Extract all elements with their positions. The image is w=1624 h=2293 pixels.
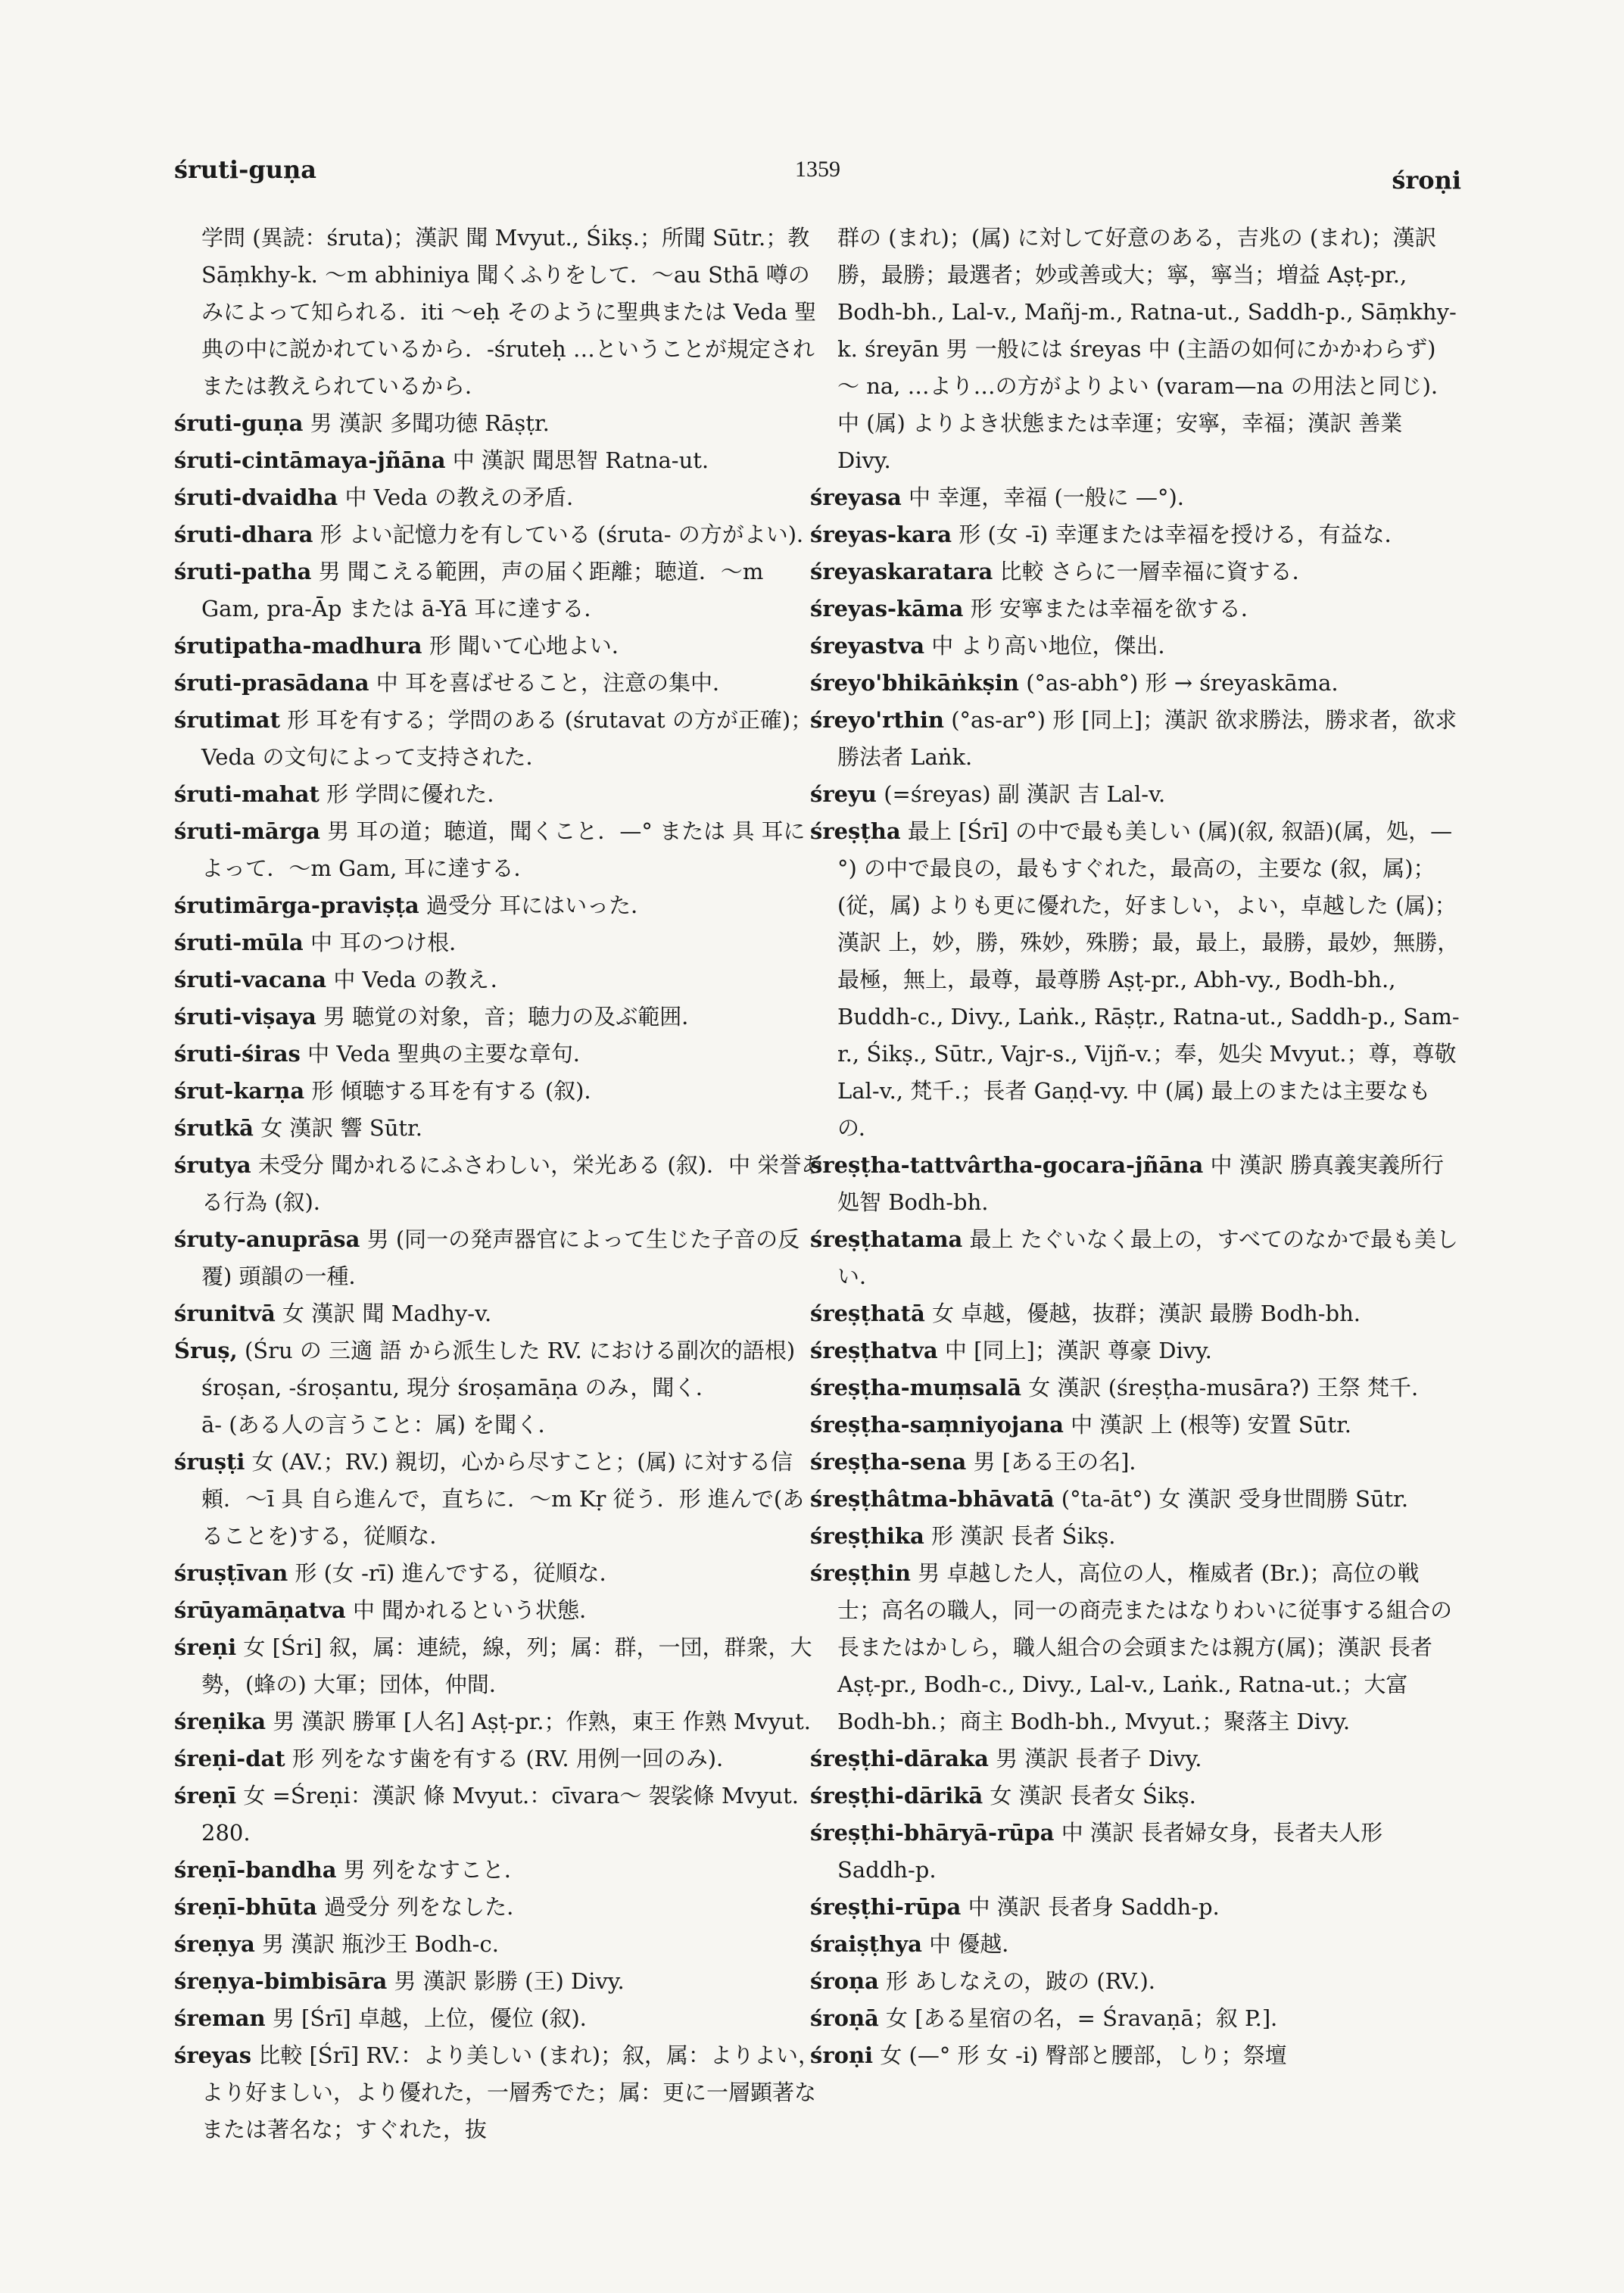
- entry-definition: 女 [Śri] 叙，属：連続，線，列；属：群，一団，群衆，大勢，(蜂の) 大軍；団体，仲間．: [201, 1634, 812, 1697]
- entry-headword: śreyaskaratara: [810, 559, 993, 584]
- entry-definition: 学問 (異読：śruta)；漢訳 聞 Mvyut., Śikṣ.；所聞 Sūtr.；教 Sāṃkhy-k. ～m abhiniya 聞くふりをして．～au Sthā 噂のみによって知られる．iti ～eḥ そのように聖典または Veda 聖典の中に説かれているから．-śruteḥ …ということが規定されまたは教えられているから．: [201, 225, 817, 399]
- entry-headword: śreyo'bhikāṅkṣin: [810, 670, 1019, 696]
- entry-definition: 男 耳の道；聴道，聞くこと．—° または 具 耳によって．～m Gam, 耳に達する．: [201, 818, 806, 881]
- dictionary-entry: [174, 220, 825, 405]
- entry-headword: śreṣṭha-saṃniyojana: [810, 1412, 1064, 1438]
- entry-headword: śreṣṭhatva: [810, 1338, 938, 1363]
- entry-headword: śreṇya-bimbisāra: [174, 1968, 388, 1994]
- dictionary-entry: [810, 1332, 1461, 1369]
- entry-definition: 男 卓越した人，高位の人，権威者 (Br.)；高位の戦士；高名の職人，同一の商売またはなりわいに従事する組合の長またはかしら，職人組合の会頭または親方(属)；漢訳 長者 Aṣṭ-pr., Bodh-c., Divy., Lal-v., Laṅk., Ratna-ut.；大富 Bodh-bh.；商主 Bodh-bh., Mvyut.；聚落主 Divy.: [837, 1560, 1453, 1734]
- entry-headword: śruti-dhara: [174, 522, 313, 547]
- entry-definition: 中 Veda 聖典の主要な章句．: [307, 1041, 595, 1067]
- dictionary-entry: [810, 776, 1461, 813]
- dictionary-entry: [174, 999, 825, 1036]
- entry-headword: śreyastva: [810, 633, 925, 659]
- dictionary-entry: [810, 628, 1461, 665]
- entry-headword: Śruṣ,: [174, 1338, 238, 1363]
- entry-headword: śreyasa: [810, 484, 902, 510]
- dictionary-entry: [174, 1963, 825, 2000]
- dictionary-entry: [810, 553, 1461, 590]
- dictionary-entry: [174, 1295, 825, 1332]
- entry-definition: 形 聞いて心地よい．: [429, 633, 634, 659]
- entry-headword: śruti-mūla: [174, 930, 304, 955]
- entry-headword: śreṣṭha: [810, 818, 901, 844]
- dictionary-entry: [174, 1407, 825, 1444]
- entry-headword: śreṣṭhi-dārikā: [810, 1783, 983, 1809]
- dictionary-entry: [810, 1926, 1461, 1963]
- entry-headword: śroṇi: [810, 2042, 874, 2068]
- dictionary-entry: [810, 1221, 1461, 1295]
- dictionary-entry: [174, 479, 825, 516]
- entry-headword: śruti-guṇa: [174, 410, 304, 436]
- entry-definition: 女 漢訳 聞 Madhy-v.: [282, 1301, 492, 1326]
- right-column: [810, 220, 1461, 2074]
- dictionary-entry: [174, 442, 825, 479]
- entry-definition: 比較 さらに一層幸福に資する．: [999, 559, 1314, 584]
- dictionary-entry: [174, 961, 825, 999]
- dictionary-entry: [174, 405, 825, 442]
- dictionary-entry: [810, 1518, 1461, 1555]
- dictionary-entry: [174, 1073, 825, 1110]
- entry-headword: śruti-śiras: [174, 1041, 301, 1067]
- entry-definition: 男 聴覚の対象，音；聴力の及ぶ範囲．: [323, 1004, 704, 1030]
- dictionary-entry: [174, 813, 825, 887]
- dictionary-entry: [174, 1740, 825, 1777]
- left-column: [174, 220, 825, 2148]
- dictionary-entry: [174, 1555, 825, 1592]
- entry-definition: 男 聞こえる範囲，声の届く距離；聴道．～m Gam, pra-Āp または ā-Yā 耳に達する．: [201, 559, 764, 622]
- entry-definition: 女 漢訳 (śreṣṭha-musāra?) 王祭 梵千.: [1028, 1375, 1419, 1400]
- entry-definition: 女 (—° 形 女 -i) 臀部と腰部，しり；祭壇: [880, 2042, 1287, 2068]
- entry-headword: śreyu: [810, 781, 877, 807]
- entry-headword: śreṣṭha-sena: [810, 1449, 967, 1475]
- entry-definition: 過受分 列をなした．: [324, 1894, 529, 1920]
- dictionary-entry: [174, 1147, 825, 1221]
- entry-definition: 女 漢訳 長者女 Śikṣ.: [990, 1783, 1196, 1809]
- dictionary-entry: [174, 1629, 825, 1703]
- entry-headword: śraiṣṭhya: [810, 1931, 922, 1957]
- dictionary-entry: [174, 2037, 825, 2148]
- dictionary-entry: [810, 1444, 1461, 1481]
- entry-headword: śreṇī-bhūta: [174, 1894, 317, 1920]
- dictionary-entry: [174, 776, 825, 813]
- entry-headword: śruti-patha: [174, 559, 312, 584]
- dictionary-entry: [810, 590, 1461, 628]
- running-head-left: śruti-guṇa: [174, 155, 316, 184]
- entry-definition: 群の (まれ)；(属) に対して好意のある，吉兆の (まれ)；漢訳 勝，最勝；最選者；妙或善或大；寧，寧当；増益 Aṣṭ-pr., Bodh-bh., Lal-v., Mañj-m., Ratna-ut., Saddh-p., Sāṃkhy-k. śreyān 男 一般には śreyas 中 (主語の如何にかかわらず) ～ na, …より…の方がよりよい (varam—na の用法と同じ)．中 (属) よりよき状態または幸運；安寧，幸福；漢訳 善業 Divy.: [837, 225, 1457, 473]
- entry-headword: śreṣṭhika: [810, 1523, 924, 1549]
- dictionary-entry: [810, 1295, 1461, 1332]
- entry-headword: śroṇa: [810, 1968, 879, 1994]
- entry-definition: 中 幸運，幸福 (一般に —°)．: [909, 484, 1199, 510]
- entry-definition: 中 耳を喜ばせること，注意の集中．: [376, 670, 734, 696]
- dictionary-entry: [174, 887, 825, 924]
- dictionary-entry: [810, 1407, 1461, 1444]
- entry-headword: śreṇya: [174, 1931, 255, 1957]
- entry-headword: śreṣṭhatā: [810, 1301, 925, 1326]
- dictionary-entry: [174, 553, 825, 628]
- entry-headword: śreṣṭhi-dāraka: [810, 1746, 989, 1771]
- entry-definition: (Śru の 三適 語 から派生した RV. における副次的語根) śroṣan, -śroṣantu, 現分 śroṣamāṇa のみ，聞く．: [201, 1338, 796, 1400]
- entry-headword: śreṣṭhâtma-bhāvatā: [810, 1486, 1055, 1512]
- entry-headword: śruty-anuprāsa: [174, 1226, 360, 1252]
- entry-definition: 中 漢訳 聞思智 Ratna-ut.: [452, 447, 709, 473]
- dictionary-entry: [174, 1592, 825, 1629]
- dictionary-entry: [174, 1852, 825, 1889]
- dictionary-entry: [174, 516, 825, 553]
- entry-headword: śreṣṭhin: [810, 1560, 911, 1586]
- entry-definition: 中 Veda の教え．: [333, 967, 513, 992]
- entry-headword: śreṇi-dat: [174, 1746, 285, 1771]
- page-number: 1359: [795, 157, 840, 182]
- entry-definition: 男 (同一の発声器官によって生じた子音の反覆) 頭韻の一種．: [201, 1226, 800, 1289]
- dictionary-entry: [810, 479, 1461, 516]
- entry-definition: (=śreyas) 副 漢訳 吉 Lal-v.: [884, 781, 1166, 807]
- dictionary-entry: [174, 1332, 825, 1407]
- entry-definition: 形 (女 -rī) 進んでする，従順な．: [295, 1560, 622, 1586]
- entry-definition: 中 Veda の教えの矛盾．: [344, 484, 589, 510]
- entry-definition: 形 あしなえの，跛の (RV.)．: [886, 1968, 1170, 1994]
- dictionary-entry: [174, 2000, 825, 2037]
- dictionary-entry: [174, 1444, 825, 1555]
- dictionary-entry: [810, 2037, 1461, 2074]
- entry-definition: 未受分 聞かれるにふさわしい，栄光ある (叙)．中 栄誉ある行為 (叙)．: [201, 1152, 824, 1215]
- entry-definition: (°as-ar°) 形 [同上]；漢訳 欲求勝法，勝求者，欲求勝法者 Laṅk.: [837, 707, 1457, 770]
- entry-definition: (°ta-āt°) 女 漢訳 受身世間勝 Sūtr.: [1061, 1486, 1409, 1512]
- entry-headword: śruti-viṣaya: [174, 1004, 316, 1030]
- entry-headword: śruti-dvaidha: [174, 484, 338, 510]
- entry-definition: 形 耳を有する；学問のある (śrutavat の方が正確)；Veda の文句によって支持された．: [201, 707, 813, 770]
- entry-headword: śreṣṭhi-rūpa: [810, 1894, 962, 1920]
- entry-definition: 男 漢訳 多聞功徳 Rāṣṭr.: [310, 410, 550, 436]
- entry-definition: 男 [Śrī] 卓越，上位，優位 (叙)．: [272, 2005, 602, 2031]
- dictionary-entry: [810, 2000, 1461, 2037]
- entry-definition: 中 漢訳 長者婦女身，長者夫人形 Saddh-p.: [837, 1820, 1383, 1883]
- dictionary-entry: [810, 1963, 1461, 2000]
- entry-definition: 形 漢訳 長者 Śikṣ.: [930, 1523, 1116, 1549]
- dictionary-entry: [174, 1889, 825, 1926]
- entry-headword: śrutkā: [174, 1115, 254, 1141]
- entry-headword: śreṣṭha-tattvârtha-gocara-jñāna: [810, 1152, 1204, 1178]
- dictionary-entry: [174, 924, 825, 961]
- entry-definition: 中 [同上]；漢訳 尊豪 Divy.: [944, 1338, 1212, 1363]
- entry-headword: śruṣṭīvan: [174, 1560, 288, 1586]
- entry-definition: 女 (AV.；RV.) 親切，心から尽すこと；(属) に対する信頼．～ī 具 自ら進んで，直ちに．～m Kṛ 従う．形 進んで(あることを)する，従順な．: [201, 1449, 805, 1549]
- entry-headword: śrunitvā: [174, 1301, 276, 1326]
- entry-definition: 形 安寧または幸福を欲する．: [970, 596, 1263, 622]
- dictionary-entry: [810, 702, 1461, 776]
- entry-headword: śruti-vacana: [174, 967, 327, 992]
- entry-headword: śrutimārga-praviṣṭa: [174, 893, 419, 918]
- entry-headword: śreṇī: [174, 1783, 237, 1809]
- entry-headword: śreyas-kara: [810, 522, 952, 547]
- dictionary-entry: [174, 665, 825, 702]
- entry-definition: 形 傾聴する耳を有する (叙)．: [311, 1078, 606, 1104]
- entry-definition: 男 漢訳 瓶沙王 Bodh-c.: [262, 1931, 499, 1957]
- entry-definition: 中 耳のつけ根．: [310, 930, 472, 955]
- entry-definition: 男 列をなすこと．: [343, 1857, 526, 1883]
- entry-headword: śreman: [174, 2005, 266, 2031]
- dictionary-entry: [810, 813, 1461, 1147]
- entry-headword: śroṇā: [810, 2005, 879, 2031]
- entry-headword: śreṣṭhatama: [810, 1226, 963, 1252]
- entry-definition: 最上 たぐいなく最上の，すべてのなかで最も美しい．: [837, 1226, 1459, 1289]
- dictionary-entry: [174, 1036, 825, 1073]
- entry-headword: śruti-cintāmaya-jñāna: [174, 447, 446, 473]
- dictionary-entry: [810, 220, 1461, 479]
- dictionary-entry: [810, 1555, 1461, 1740]
- entry-definition: 女 卓越，優越，抜群；漢訳 最勝 Bodh-bh.: [932, 1301, 1361, 1326]
- entry-definition: 過受分 耳にはいった．: [425, 893, 653, 918]
- entry-definition: 中 より高い地位，傑出．: [931, 633, 1180, 659]
- entry-headword: śrūyamāṇatva: [174, 1597, 346, 1623]
- dictionary-entry: [810, 1815, 1461, 1889]
- entry-headword: śruṣṭi: [174, 1449, 245, 1475]
- entry-definition: 形 列をなす歯を有する (RV. 用例一回のみ)．: [291, 1746, 739, 1771]
- entry-headword: śreyas-kāma: [810, 596, 964, 622]
- entry-definition: 男 漢訳 勝軍 [人名] Aṣṭ-pr.；作熟，東王 作熟 Mvyut.: [273, 1709, 811, 1734]
- entry-definition: 形 (女 -ī) 幸運または幸福を授ける，有益な．: [959, 522, 1407, 547]
- entry-headword: śreṣṭha-muṃsalā: [810, 1375, 1022, 1400]
- entry-definition: 最上 [Śrī] の中で最も美しい (属)(叙, 叙語)(属，処，—°) の中で最良の，最もすぐれた，最高の，主要な (叙，属)；(従，属) よりも更に優れた，好ましい，よい，卓越した (属)；漢訳 上，妙，勝，殊妙，殊勝；最，最上，最勝，最妙，無勝，最極，無上，最尊，最尊勝 Aṣṭ-pr., Abh-vy., Bodh-bh., Buddh-c., Divy., Laṅk., Rāṣṭr., Ratna-ut., Saddh-p., Sam-r., Śikṣ., Sūtr., Vajr-s., Vijñ-v.；奉，処尖 Mvyut.；尊，尊敬 Lal-v., 梵千.；長者 Gaṇḍ-vy. 中 (属) 最上のまたは主要なもの．: [837, 818, 1460, 1141]
- entry-definition: 女 [ある星宿の名，= Śravaṇā；叙 P.]．: [886, 2005, 1293, 2031]
- entry-definition: 男 漢訳 長者子 Divy.: [996, 1746, 1202, 1771]
- dictionary-entry: [174, 1926, 825, 1963]
- entry-headword: śruti-mārga: [174, 818, 320, 844]
- entry-definition: 男 漢訳 影勝 (王) Divy.: [394, 1968, 625, 1994]
- entry-headword: śrutya: [174, 1152, 251, 1178]
- dictionary-entry: [810, 665, 1461, 702]
- entry-headword: śrutipatha-madhura: [174, 633, 422, 659]
- dictionary-entry: [174, 1777, 825, 1852]
- entry-headword: śreyas: [174, 2042, 252, 2068]
- running-head-right: śroṇi: [1392, 166, 1461, 195]
- dictionary-entry: [174, 702, 825, 776]
- entry-headword: śrut-karṇa: [174, 1078, 305, 1104]
- dictionary-entry: [174, 628, 825, 665]
- entry-definition: 比較 [Śrī] RV.：より美しい (まれ)；叙，属：よりよい，より好ましい，より優れた，一層秀でた；属：更に一層顕著なまたは著名な；すぐれた，抜: [201, 2042, 821, 2142]
- entry-headword: śreṇi: [174, 1634, 237, 1660]
- dictionary-entry: [810, 1147, 1461, 1221]
- entry-headword: śreṇika: [174, 1709, 267, 1734]
- dictionary-entry: [810, 1889, 1461, 1926]
- entry-definition: 中 優越．: [929, 1931, 1024, 1957]
- dictionary-entry: [174, 1221, 825, 1295]
- entry-definition: 中 聞かれるという状態．: [352, 1597, 602, 1623]
- entry-definition: 女 漢訳 響 Sūtr.: [260, 1115, 422, 1141]
- entry-definition: 中 漢訳 勝真義実義所行処智 Bodh-bh.: [837, 1152, 1444, 1215]
- entry-definition: 中 漢訳 長者身 Saddh-p.: [968, 1894, 1220, 1920]
- entry-definition: 中 漢訳 上 (根等) 安置 Sūtr.: [1071, 1412, 1351, 1438]
- dictionary-entry: [810, 1777, 1461, 1815]
- entry-definition: (°as-abh°) 形 → śreyaskāma.: [1026, 670, 1339, 696]
- dictionary-entry: [174, 1110, 825, 1147]
- dictionary-entry: [810, 1740, 1461, 1777]
- entry-headword: śreṣṭhi-bhāryā-rūpa: [810, 1820, 1055, 1846]
- entry-headword: śruti-prasādana: [174, 670, 369, 696]
- dictionary-entry: [810, 1481, 1461, 1518]
- dictionary-entry: [810, 516, 1461, 553]
- dictionary-entry: [174, 1703, 825, 1740]
- dictionary-entry: [810, 1369, 1461, 1407]
- entry-definition: 女 =Śreṇi：漢訳 條 Mvyut.：cīvara～ 袈裟條 Mvyut. 280.: [201, 1783, 799, 1846]
- page-header: [174, 155, 1461, 201]
- entry-headword: śrutimat: [174, 707, 280, 733]
- entry-definition: 形 よい記憶力を有している (śruta- の方がよい)．: [320, 522, 819, 547]
- entry-definition: 形 学問に優れた．: [326, 781, 510, 807]
- entry-headword: śreyo'rthin: [810, 707, 944, 733]
- entry-definition: 男 [ある王の名]．: [973, 1449, 1152, 1475]
- entry-headword: śruti-mahat: [174, 781, 320, 807]
- entry-headword: śreṇī-bandha: [174, 1857, 337, 1883]
- entry-definition: ā- (ある人の言うこと：属) を聞く．: [201, 1412, 560, 1438]
